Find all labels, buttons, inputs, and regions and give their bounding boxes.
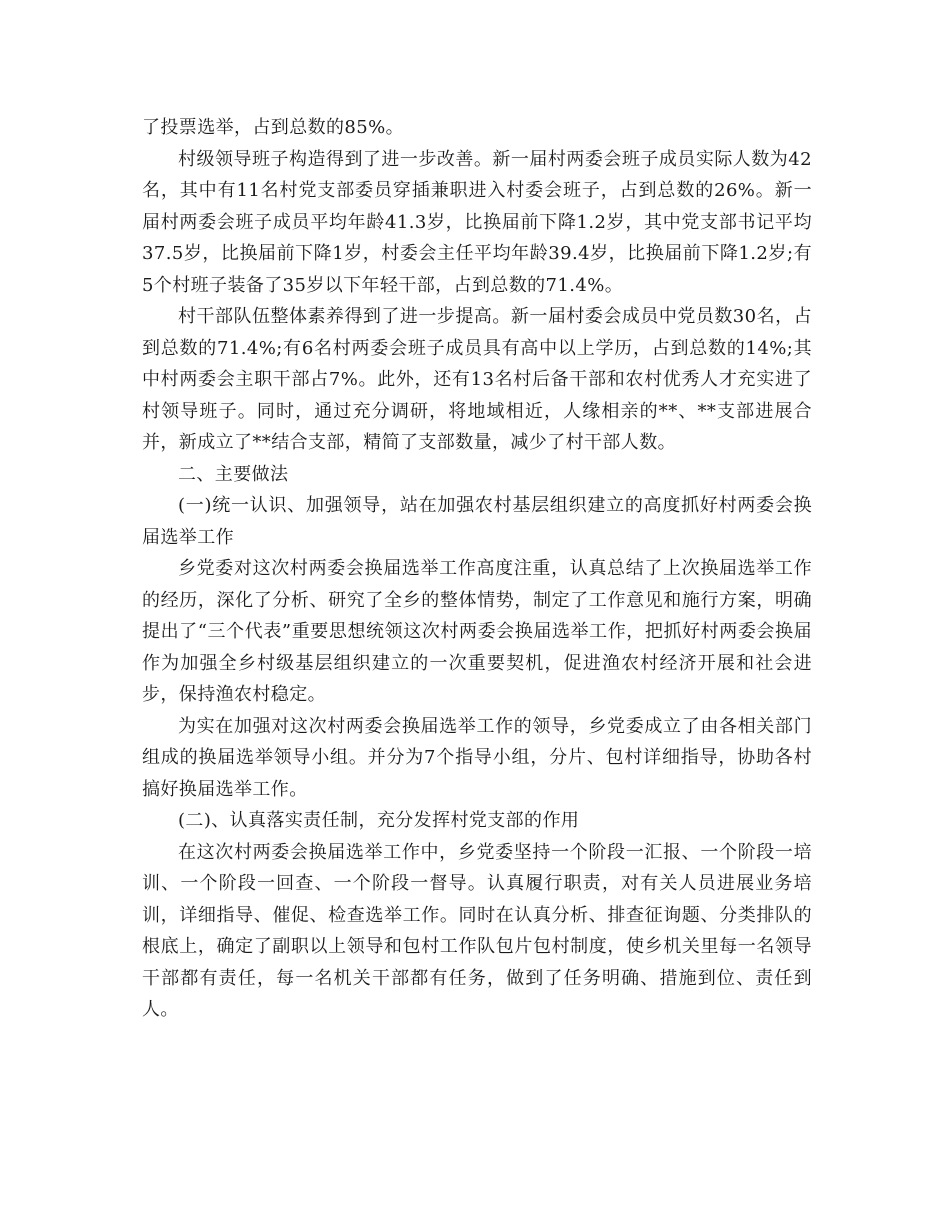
paragraph-vote-share: 了投票选举，占到总数的85%。 [142,117,405,138]
paragraph-leading-group: 为实在加强对这次村两委会换届选举工作的领导，乡党委成立了由各相关部门组成的换届选举领导小组。并分为7个指导小组，分片、包村详细指导，协助各村搞好换届选举工作。 [142,715,812,800]
paragraph-cadre-quality: 村干部队伍整体素养得到了进一步提高。新一届村委会成员中党员数30名，占到总数的71.4%;有6名村两委会班子成员具有高中以上学历，占到总数的14%;其中村两委会主职干部占7%。此外，还有13名村后备干部和农村优秀人才充实进了村领导班子。同时，通过充分调研，将地域相近，人缘相亲的**、**支部进展合并，新成立了**结合支部，精简了支部数量，减少了村干部人数。 [142,306,812,453]
subsection-heading-unified-understanding: (一)统一认识、加强领导，站在加强农村基层组织建立的高度抓好村两委会换届选举工作 [142,495,812,548]
document-body [142,112,812,1026]
paragraph-responsibility-details: 在这次村两委会换届选举工作中，乡党委坚持一个阶段一汇报、一个阶段一培训、一个阶段一回查、一个阶段一督导。认真履行职责，对有关人员进展业务培训，详细指导、催促、检查选举工作。同时在认真分析、排查征询题、分类排队的根底上，确定了副职以上领导和包村工作队包片包村制度，使乡机关里每一名领导干部都有责任，每一名机关干部都有任务，做到了任务明确、措施到位、责任到人。 [142,841,812,1020]
section-heading-main-practices: 二、主要做法 [178,463,289,485]
subsection-heading-responsibility-system: (二)、认真落实责任制，充分发挥村党支部的作用 [178,810,580,831]
paragraph-leadership-structure: 村级领导班子构造得到了进一步改善。新一届村两委会班子成员实际人数为42名，其中有11名村党支部委员穿插兼职进入村委会班子，占到总数的26%。新一届村两委会班子成员平均年龄41.3岁，比换届前下降1.2岁，其中党支部书记平均37.5岁，比换届前下降1岁，村委会主任平均年龄39.4岁，比换届前下降1.2岁;有5个村班子装备了35岁以下年轻干部，占到总数的71.4%。 [142,148,812,296]
paragraph-party-committee-attention: 乡党委对这次村两委会换届选举工作高度注重，认真总结了上次换届选举工作的经历，深化了分析、研究了全乡的整体情势，制定了工作意见和施行方案，明确提出了“三个代表”重要思想统领这次村两委会换届选举工作，把抓好村两委会换届作为加强全乡村级基层组织建立的一次重要契机，促进渔农村经济开展和社会进步，保持渔农村稳定。 [142,558,812,705]
